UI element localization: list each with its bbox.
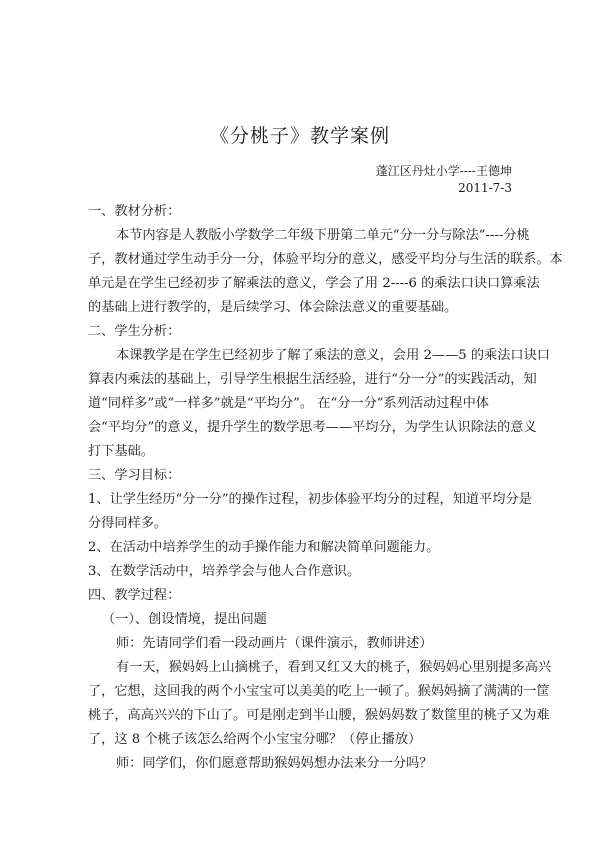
section-heading-learning-goals: 三、学习目标： (88, 468, 181, 483)
teacher-line: 师：同学们，你们愿意帮助猴妈妈想办法来分一分吗？ (116, 756, 433, 771)
paragraph-line: 本节内容是人教版小学数学二年级下册第二单元“分一分与除法”----分桃 (116, 228, 530, 243)
subsection-heading: （一）、创设情境，提出问题 (102, 612, 267, 627)
paragraph-line: 的基础上进行教学的，是后续学习、体会除法意义的重要基础。 (88, 300, 458, 315)
section-heading-teaching-process: 四、教学过程： (88, 588, 181, 603)
story-line: 了，它想，这回我的两个小宝宝可以美美的吃上一顿了。猴妈妈摘了满满的一筐 (88, 684, 550, 699)
author-line: 蓬江区丹灶小学----王德坤 (375, 164, 512, 178)
story-line: 桃子，高高兴兴的下山了。可是刚走到半山腰，猴妈妈数了数筐里的桃子又为难 (88, 708, 550, 723)
paragraph-line: 本课教学是在学生已经初步了解了乘法的意义，会用 2——5 的乘法口诀口 (116, 348, 550, 363)
paragraph-line: 会“平均分”的意义，提升学生的数学思考——平均分，为学生认识除法的意义 (88, 420, 537, 435)
story-line: 有一天，猴妈妈上山摘桃子，看到又红又大的桃子，猴妈妈心里别提多高兴 (116, 660, 552, 675)
paragraph-line: 算表内乘法的基础上，引导学生根据生活经验，进行“分一分”的实践活动，知 (88, 372, 537, 387)
section-heading-textbook-analysis: 一、教材分析： (88, 204, 181, 219)
teacher-line: 师：先请同学们看一段动画片（课件演示，教师讲述） (116, 636, 433, 651)
story-line: 了，这 8 个桃子该怎么给两个小宝宝分哪？（停止播放） (88, 732, 422, 747)
paragraph-line: 道“同样多”或“一样多”就是“平均分”。 在“分一分”系列活动过程中体 (88, 396, 489, 411)
goal-item-1-continued: 分得同样多。 (88, 516, 168, 531)
date-line: 2011-7-3 (458, 181, 512, 195)
goal-item-3: 3、在数学活动中，培养学会与他人合作意识。 (88, 564, 361, 579)
goal-item-2: 2、在活动中培养学生的动手操作能力和解决简单问题能力。 (88, 540, 440, 555)
paragraph-line: 单元是在学生已经初步了解乘法的意义，学会了用 2----6 的乘法口诀口算乘法 (88, 276, 540, 291)
section-heading-student-analysis: 二、学生分析： (88, 324, 181, 339)
goal-item-1: 1、让学生经历“分一分”的操作过程，初步体验平均分的过程，知道平均分是 (88, 492, 532, 507)
paragraph-line: 打下基础。 (88, 444, 154, 459)
paragraph-line: 子，教材通过学生动手分一分，体验平均分的意义，感受平均分与生活的联系。本 (88, 252, 563, 267)
document-title: 《分桃子》教学案例 (209, 125, 390, 147)
